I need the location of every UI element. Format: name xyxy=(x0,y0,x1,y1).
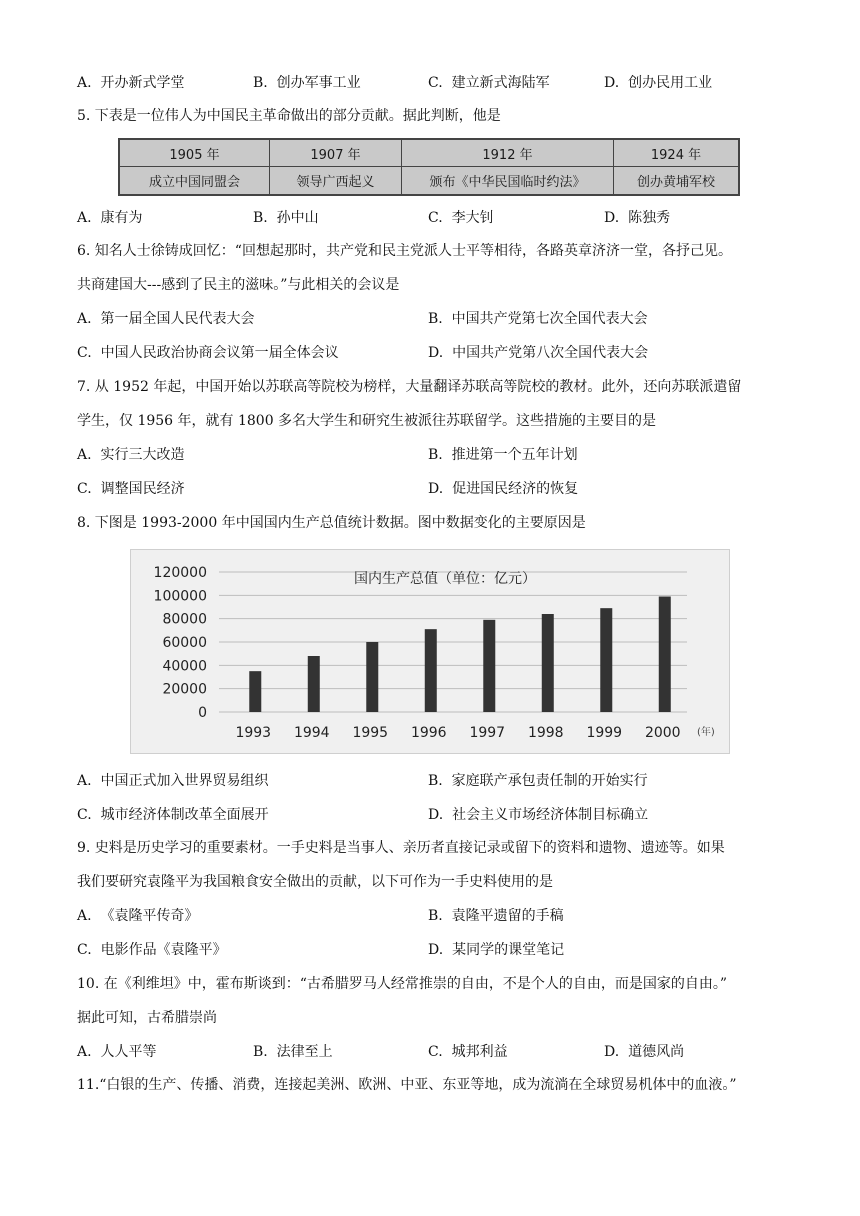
q4-option-c[interactable] xyxy=(428,73,550,93)
option-text: 法律至上 xyxy=(276,1044,333,1060)
q7-option-c[interactable] xyxy=(77,479,185,499)
q5-option-d[interactable] xyxy=(604,208,670,228)
gdp-chart-svg xyxy=(131,550,729,753)
bar xyxy=(308,656,320,712)
q9-option-c[interactable] xyxy=(77,940,227,960)
option-label: C. xyxy=(77,345,92,361)
option-text: 家庭联产承包责任制的开始实行 xyxy=(451,773,648,789)
q6-option-b[interactable] xyxy=(428,309,648,329)
q10-option-b[interactable] xyxy=(253,1042,333,1062)
q6-option-a[interactable] xyxy=(77,309,254,329)
option-label: C. xyxy=(428,210,443,226)
option-text: 建立新式海陆军 xyxy=(451,75,550,91)
y-tick-label: 40000 xyxy=(162,658,207,675)
q10-stem-line1: 10. 在《利维坦》中，霍布斯谈到：“古希腊罗马人经常推崇的自由，不是个人的自由，而是国家的自由。” xyxy=(77,976,728,992)
option-label: B. xyxy=(253,210,268,226)
option-label: D. xyxy=(428,942,444,958)
table-cell-year: 1924 年 xyxy=(614,140,738,167)
option-text: 人人平等 xyxy=(100,1044,157,1060)
bar xyxy=(600,608,612,712)
option-text: 城邦利益 xyxy=(451,1044,508,1060)
option-text: 电影作品《袁隆平》 xyxy=(100,942,227,958)
option-label: C. xyxy=(428,75,443,91)
x-tick-label: 2000 xyxy=(644,725,681,741)
option-text: 促进国民经济的恢复 xyxy=(452,481,579,497)
q7-option-d[interactable] xyxy=(428,479,578,499)
option-label: D. xyxy=(428,345,444,361)
bar xyxy=(425,629,437,712)
bar xyxy=(542,614,554,712)
q11-stem-line1: 11.“白银的生产、传播、消费，连接起美洲、欧洲、中亚、东亚等地，成为流淌在全球贸易机体中的血液。” xyxy=(77,1077,737,1093)
x-tick-label: 1994 xyxy=(293,725,330,741)
y-tick-label: 0 xyxy=(198,705,207,721)
table-cell-year: 1907 年 xyxy=(270,140,402,167)
option-text: 调整国民经济 xyxy=(100,481,185,497)
option-text: 实行三大改造 xyxy=(100,447,185,463)
bar xyxy=(366,642,378,712)
option-label: A. xyxy=(77,773,92,789)
option-text: 创办军事工业 xyxy=(276,75,361,91)
q4-option-a[interactable] xyxy=(77,73,184,93)
q9-option-b[interactable] xyxy=(428,906,564,926)
option-label: C. xyxy=(428,1044,443,1060)
option-text: 李大钊 xyxy=(451,210,494,226)
option-label: B. xyxy=(428,908,443,924)
option-text: 中国共产党第八次全国代表大会 xyxy=(452,345,649,361)
option-label: A. xyxy=(77,210,92,226)
option-text: 中国共产党第七次全国代表大会 xyxy=(451,311,648,327)
q10-option-d[interactable] xyxy=(604,1042,684,1062)
q5-stem: 5. 下表是一位伟人为中国民主革命做出的部分贡献。据此判断，他是 xyxy=(77,108,501,124)
q10-option-c[interactable] xyxy=(428,1042,508,1062)
option-text: 推进第一个五年计划 xyxy=(451,447,578,463)
q8-option-d[interactable] xyxy=(428,805,648,825)
table-cell-year: 1912 年 xyxy=(402,140,614,167)
option-label: B. xyxy=(428,447,443,463)
q6-stem-line2: 共商建国大---感到了民主的滋味。”与此相关的会议是 xyxy=(77,277,400,293)
option-label: A. xyxy=(77,447,92,463)
option-text: 袁隆平遗留的手稿 xyxy=(451,908,564,924)
q7-stem-line2: 学生，仅 1956 年，就有 1800 多名大学生和研究生被派往苏联留学。这些措施的主要目的是 xyxy=(77,413,657,429)
q8-stem: 8. 下图是 1993-2000 年中国国内生产总值统计数据。图中数据变化的主要原因是 xyxy=(77,515,586,531)
table-cell-year: 1905 年 xyxy=(120,140,270,167)
x-tick-label: 1995 xyxy=(352,725,389,741)
y-tick-label: 120000 xyxy=(153,565,207,581)
y-tick-label: 100000 xyxy=(153,588,207,605)
bar xyxy=(249,671,261,712)
q6-stem-line1: 6. 知名人士徐铸成回忆：“回想起那时，共产党和民主党派人士平等相待，各路英章济济一堂，各抒己见。 xyxy=(77,243,732,259)
x-tick-label: 1999 xyxy=(586,725,623,741)
option-label: A. xyxy=(77,311,92,327)
option-text: 中国人民政治协商会议第一届全体会议 xyxy=(100,345,339,361)
x-tick-label: 1993 xyxy=(235,725,272,741)
option-label: A. xyxy=(77,75,92,91)
table-cell-event: 领导广西起义 xyxy=(270,167,402,194)
q7-option-a[interactable] xyxy=(77,445,184,465)
option-text: 中国正式加入世界贸易组织 xyxy=(100,773,269,789)
q7-stem-line1: 7. 从 1952 年起，中国开始以苏联高等院校为榜样，大量翻译苏联高等院校的教材。此外，还向苏联派遣留 xyxy=(77,379,742,395)
option-label: A. xyxy=(77,1044,92,1060)
x-tick-label: 1998 xyxy=(527,725,564,741)
option-label: B. xyxy=(428,311,443,327)
bar xyxy=(659,597,671,713)
q9-stem-line1: 9. 史料是历史学习的重要素材。一手史料是当事人、亲历者直接记录或留下的资料和遗物、遗迹等。如果 xyxy=(77,840,725,856)
y-tick-label: 80000 xyxy=(162,611,207,628)
option-text: 孙中山 xyxy=(276,210,319,226)
q6-option-c[interactable] xyxy=(77,343,339,363)
q5-option-a[interactable] xyxy=(77,208,142,228)
option-label: B. xyxy=(428,773,443,789)
option-label: C. xyxy=(77,807,92,823)
table-cell-event: 创办黄埔军校 xyxy=(636,175,715,190)
q10-option-a[interactable] xyxy=(77,1042,156,1062)
q9-stem-line2: 我们要研究袁隆平为我国粮食安全做出的贡献，以下可作为一手史料使用的是 xyxy=(77,874,553,890)
q6-option-d[interactable] xyxy=(428,343,648,363)
option-label: B. xyxy=(253,1044,268,1060)
y-tick-label: 20000 xyxy=(162,681,207,698)
q7-option-b[interactable] xyxy=(428,445,578,465)
q5-option-c[interactable] xyxy=(428,208,494,228)
option-text: 城市经济体制改革全面展开 xyxy=(100,807,269,823)
q10-stem-line2: 据此可知，古希腊崇尚 xyxy=(77,1010,217,1026)
option-text: 康有为 xyxy=(100,210,143,226)
chart-title: 国内生产总值（单位：亿元） xyxy=(354,571,536,587)
q8-option-c[interactable] xyxy=(77,805,269,825)
q9-option-a[interactable] xyxy=(77,906,198,926)
option-label: D. xyxy=(428,481,444,497)
option-label: A. xyxy=(77,908,92,924)
q8-option-b[interactable] xyxy=(428,771,648,791)
x-tick-label: 1996 xyxy=(410,725,447,741)
option-text: 陈独秀 xyxy=(628,210,671,226)
q9-option-d[interactable] xyxy=(428,940,564,960)
option-text: 《袁隆平传奇》 xyxy=(100,908,199,924)
q8-option-a[interactable] xyxy=(77,771,268,791)
q5-option-b[interactable] xyxy=(253,208,319,228)
option-label: C. xyxy=(77,481,92,497)
x-tick-label: 1997 xyxy=(469,725,506,741)
q4-option-b[interactable] xyxy=(253,73,361,93)
option-text: 社会主义市场经济体制目标确立 xyxy=(452,807,649,823)
y-tick-label: 60000 xyxy=(162,635,207,651)
option-label: C. xyxy=(77,942,92,958)
table-cell-event: 成立中国同盟会 xyxy=(120,167,270,194)
x-unit-label: (年) xyxy=(697,727,715,738)
q5-contribution-table xyxy=(118,138,740,196)
option-label: D. xyxy=(428,807,444,823)
table-cell-event: 颁布《中华民国临时约法》 xyxy=(402,167,614,194)
option-text: 某同学的课堂笔记 xyxy=(452,942,565,958)
option-label: D. xyxy=(604,75,620,91)
option-text: 道德风尚 xyxy=(628,1044,685,1060)
q4-option-d[interactable] xyxy=(604,73,712,93)
option-text: 开办新式学堂 xyxy=(100,75,185,91)
bar xyxy=(483,620,495,712)
option-text: 第一届全国人民代表大会 xyxy=(100,311,255,327)
gdp-bar-chart xyxy=(130,549,730,754)
option-label: D. xyxy=(604,210,620,226)
option-text: 创办民用工业 xyxy=(628,75,713,91)
option-label: B. xyxy=(253,75,268,91)
option-label: D. xyxy=(604,1044,620,1060)
